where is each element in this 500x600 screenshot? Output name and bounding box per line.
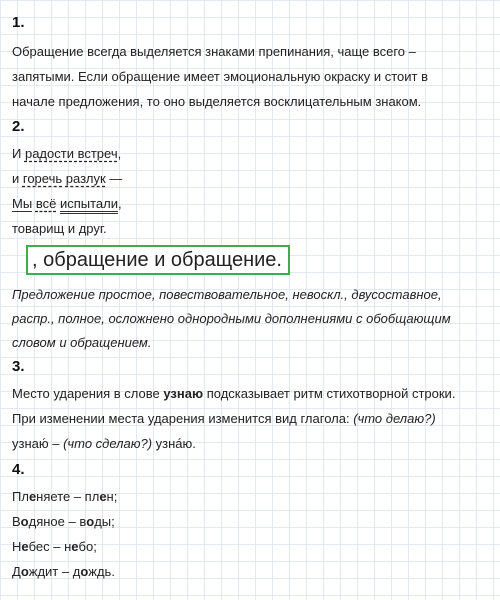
poem-line-1 — [12, 146, 121, 161]
poem-text: — — [105, 171, 123, 186]
s3-text: узнаю́ – — [12, 436, 64, 451]
s3-line-1 — [12, 386, 455, 401]
sentence-scheme-box: , обращение и обращение. — [26, 245, 290, 275]
s3-text: При изменении места ударения изменится вид глагола: — [12, 411, 354, 426]
pair-text: ждь. — [88, 564, 115, 579]
vowel-highlight: е — [99, 489, 107, 504]
subject-underline: Мы — [12, 196, 33, 211]
pair-text: Н — [12, 539, 22, 554]
pair-text: няете – пл — [36, 489, 100, 504]
word-pair-2 — [12, 514, 115, 529]
section-number-1: 1. — [12, 14, 25, 31]
s3-question: (что сделаю?) — [63, 436, 153, 451]
pair-text: В — [12, 514, 21, 529]
pair-text: ждит – д — [28, 564, 81, 579]
s1-line-2: запятыми. Если обращение имеет эмоциональную окраску и стоит в — [12, 69, 428, 84]
pair-text: бес – н — [28, 539, 72, 554]
poem-text: , — [117, 196, 122, 211]
object-underline: горечь — [22, 171, 63, 186]
pair-text: Д — [12, 564, 21, 579]
poem-text: И — [12, 146, 25, 161]
object-underline: разлук — [65, 171, 106, 186]
vowel-highlight: е — [28, 489, 37, 504]
poem-text: , — [117, 146, 122, 161]
poem-text: и — [12, 171, 23, 186]
object-underline: радости встреч — [24, 146, 118, 161]
pair-text: дяное – в — [28, 514, 87, 529]
vowel-highlight: о — [86, 514, 95, 529]
s3-text: узна́ю. — [152, 436, 196, 451]
vowel-highlight: о — [20, 564, 29, 579]
section-number-4: 4. — [12, 461, 25, 478]
section-number-2: 2. — [12, 118, 25, 135]
vowel-highlight: о — [20, 514, 29, 529]
pair-text: н; — [106, 489, 118, 504]
analysis-line-3: словом и обращением. — [12, 335, 152, 350]
s1-line-1: Обращение всегда выделяется знаками препинания, чаще всего – — [12, 44, 416, 59]
s1-line-3: начале предложения, то оно выделяется восклицательным знаком. — [12, 94, 422, 109]
word-pair-3 — [12, 539, 97, 554]
s3-text: Место ударения в слове — [12, 386, 164, 401]
object-underline: всё — [35, 196, 57, 211]
vowel-highlight: о — [80, 564, 89, 579]
s3-line-2 — [12, 411, 436, 426]
pair-text: Пл — [12, 489, 29, 504]
pair-text: бо; — [78, 539, 97, 554]
section-number-3: 3. — [12, 358, 25, 375]
predicate-underline: испытали — [60, 196, 118, 214]
analysis-line-1: Предложение простое, повествовательное, невоскл., двусоставное, — [12, 287, 442, 302]
s3-text: подсказывает ритм стихотворной строки. — [203, 386, 456, 401]
poem-line-3 — [12, 196, 122, 211]
word-pair-1 — [12, 489, 117, 504]
poem-line-2 — [12, 171, 122, 186]
poem-line-4: товарищ и друг. — [12, 221, 107, 236]
highlighted-word: узнаю — [163, 386, 204, 401]
s3-line-3 — [12, 436, 196, 451]
pair-text: ды; — [94, 514, 115, 529]
analysis-line-2: распр., полное, осложнено однородными дополнениями с обобщающим — [12, 311, 451, 326]
vowel-highlight: е — [71, 539, 79, 554]
vowel-highlight: е — [21, 539, 29, 554]
s3-question: (что делаю?) — [353, 411, 436, 426]
word-pair-4 — [12, 564, 115, 579]
